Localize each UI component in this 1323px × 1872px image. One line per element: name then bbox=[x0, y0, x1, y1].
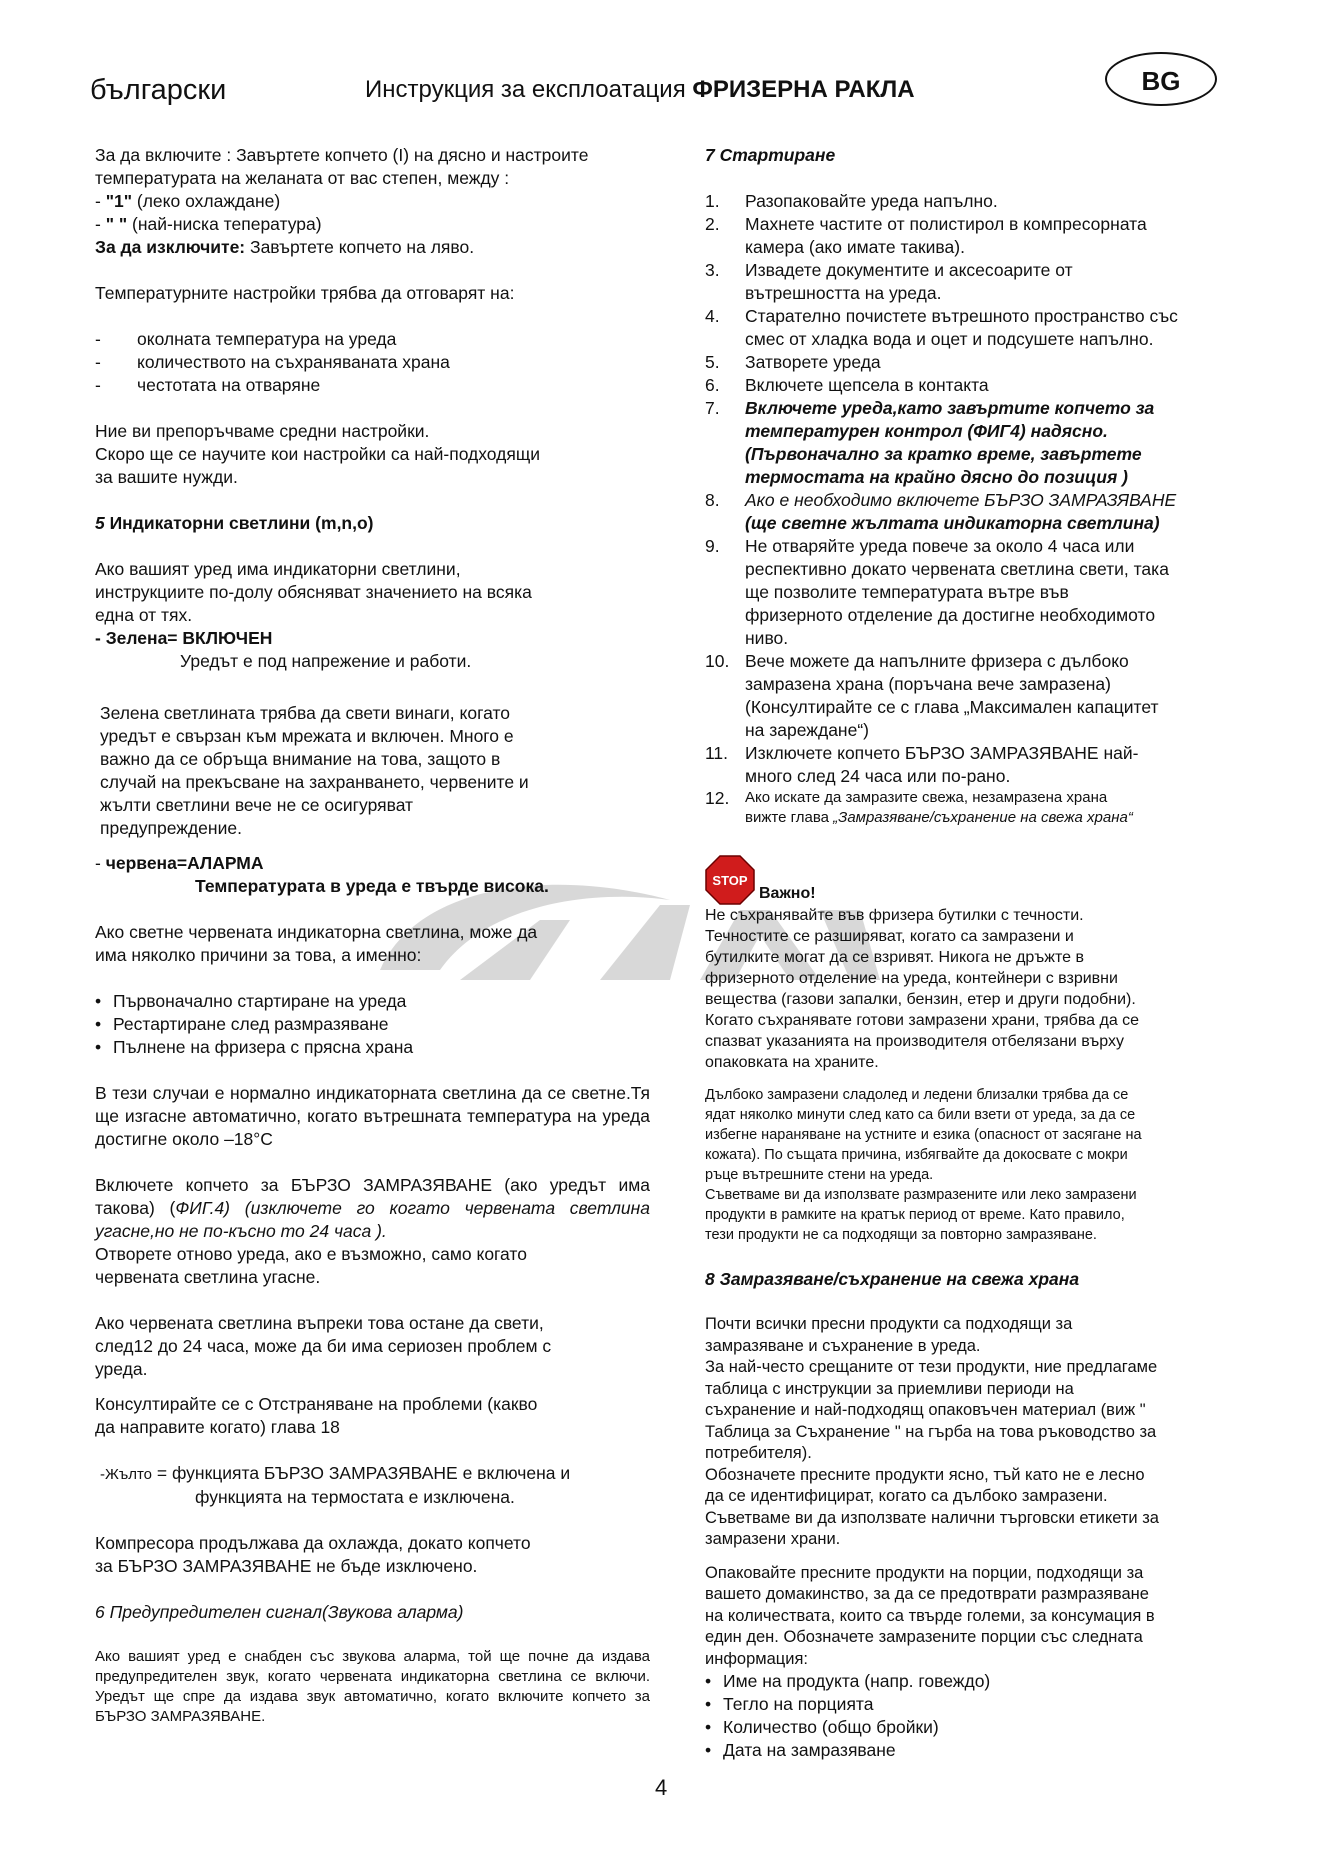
document-title bbox=[365, 76, 915, 104]
list-item: • Количество (общо бройки) bbox=[705, 1717, 939, 1737]
paragraph-line: Обозначете пресните продукти ясно, тъй като не е лесно bbox=[705, 1465, 1145, 1484]
paragraph-line: тези продукти не са подходящи за повторно замразяване. bbox=[705, 1227, 1097, 1243]
stop-sign-text: STOP bbox=[712, 873, 748, 888]
paragraph-line: кожата). По същата причина, избягвайте да докосвате с мокри bbox=[705, 1147, 1128, 1163]
step-number: 7. bbox=[705, 398, 720, 418]
step-number: 3. bbox=[705, 260, 720, 280]
chapter-reference: „Замразяване/съхранение на свежа храна“ bbox=[833, 809, 1133, 826]
normal-case-paragraph: В тези случаи е нормално индикаторната светлина да се светне.Тя ще изгасне автоматично, когато вътрешната температура на уреда достигне около –18°C bbox=[95, 1083, 650, 1149]
paragraph-line: избегне нараняване на устните и езика (опасност от засягане на bbox=[705, 1127, 1142, 1143]
step-line: Вече можете да напълните фризера с дълбоко bbox=[745, 651, 1129, 671]
intro-line-1: За да включите : Завъртете копчето (I) на дясно и настроите bbox=[95, 145, 589, 165]
paragraph-line: Почти всички пресни продукти са подходящи за bbox=[705, 1315, 1073, 1333]
fast-freeze-paragraph bbox=[95, 1174, 650, 1243]
paragraph-line: потребителя). bbox=[705, 1444, 812, 1462]
step-number: 5. bbox=[705, 352, 720, 372]
green-paragraph-line: важно да се обръща внимание на това, защото в bbox=[100, 749, 501, 769]
step-line: камера (ако имате такива). bbox=[745, 237, 965, 257]
section-6-heading: 6 Предупредителен сигнал(Звукова аларма) bbox=[95, 1602, 464, 1622]
yellow-light-line bbox=[95, 1462, 650, 1486]
paragraph-line: За най-често срещаните от тези продукти, ние предлагаме bbox=[705, 1358, 1158, 1376]
recommend-line-2: Скоро ще се научите кои настройки са най-подходящи bbox=[95, 444, 541, 464]
indicator-intro-3: една от тях. bbox=[95, 605, 193, 625]
intro-line-2: температурата на желаната от вас степен, между : bbox=[95, 168, 510, 188]
step-line: Старателно почистете вътрешното пространство със bbox=[745, 306, 1178, 326]
dash: - bbox=[95, 853, 106, 873]
persistent-red-line-3: уреда. bbox=[95, 1359, 148, 1379]
step-11 bbox=[705, 742, 1243, 788]
green-paragraph-line: жълти светлини вече не се осигуряват bbox=[100, 795, 414, 815]
list-item-text: Пълнене на фризера с прясна храна bbox=[113, 1037, 414, 1057]
step-line: термостата на крайно дясно до позиция ) bbox=[745, 467, 1128, 487]
step-number: 4. bbox=[705, 306, 720, 326]
green-paragraph-line: уредът е свързан към мрежата и включен. Много е bbox=[100, 726, 514, 746]
green-paragraph-line: предупреждение. bbox=[100, 818, 242, 838]
green-paragraph-line: случай на прекъсване на захранването, червените и bbox=[100, 772, 529, 792]
section-7-heading: 7 Стартиране bbox=[705, 145, 836, 165]
paragraph-line: вашето домакинство, за да се предотврати размразяване bbox=[705, 1585, 1149, 1603]
list-item: • Име на продукта (напр. говеждо) bbox=[705, 1671, 991, 1691]
consult-line-2: да направите когато) глава 18 bbox=[95, 1417, 340, 1437]
list-item-text: Количество (общо бройки) bbox=[723, 1717, 939, 1737]
list-item: - честотата на отваряне bbox=[95, 375, 321, 395]
step-2 bbox=[705, 213, 1243, 259]
warning-line: Когато съхранявате готови замразени храни, трябва да се bbox=[705, 1012, 1140, 1029]
step-number: 11. bbox=[705, 743, 729, 763]
list-item: - околната температура на уреда bbox=[95, 329, 397, 349]
warning-line: фризерното отделение на уреда, контейнери с взривни bbox=[705, 970, 1118, 987]
section-title: Индикаторни светлини (m,n,o) bbox=[104, 513, 374, 533]
section-number: 5 bbox=[95, 513, 105, 533]
option-value: "1" bbox=[105, 191, 133, 211]
list-item-text: количеството на съхраняваната храна bbox=[137, 352, 450, 372]
persistent-red-line-1: Ако червената светлина въпреки това остане да свети, bbox=[95, 1313, 544, 1333]
step-line: Включете уреда,като завъртите копчето за bbox=[745, 398, 1155, 418]
title-prefix: Инструкция за експлоатация bbox=[365, 76, 693, 103]
list-item-text: околната температура на уреда bbox=[137, 329, 397, 349]
alarm-paragraph: Ако вашият уред е снабден със звукова аларма, той ще почне да издава предупредителен звук, когато червената индикаторна светлина се включи. Уредът ще спре да издава звук автоматично, когато включите копчето за БЪРЗО ЗАМРАЗЯВАНЕ. bbox=[95, 1648, 650, 1725]
paragraph-line: замразяване и съхранение в уреда. bbox=[705, 1336, 981, 1355]
step-number: 2. bbox=[705, 214, 720, 234]
step-7 bbox=[705, 397, 1243, 489]
persistent-red-line-2: след12 до 24 часа, може да би има сериозен проблем с bbox=[95, 1336, 552, 1356]
paragraph-line: съхранение и най-подходящ опаковъчен материал (виж " bbox=[705, 1401, 1146, 1419]
warning-paragraph bbox=[705, 905, 1243, 1073]
header-language: български bbox=[90, 74, 227, 106]
list-item: • Тегло на порцията bbox=[705, 1694, 874, 1714]
step-8 bbox=[705, 489, 1243, 535]
reopen-line-1: Отворете отново уреда, ако е възможно, само когато bbox=[95, 1244, 527, 1264]
step-line bbox=[745, 808, 1133, 828]
step-line: (Консултирайте се с глава „Максимален капацитет bbox=[745, 697, 1159, 717]
step-line: фризерното отделение да достигне необходимото bbox=[745, 605, 1156, 625]
paragraph-line: замразени храни. bbox=[705, 1530, 841, 1548]
yellow-light-line-2: функцията на термостата е изключена. bbox=[195, 1487, 515, 1507]
step-9 bbox=[705, 535, 1243, 650]
option-desc: (леко охлаждане) bbox=[132, 191, 281, 211]
indicator-intro-1: Ако вашият уред има индикаторни светлини, bbox=[95, 559, 461, 579]
title-product: ФРИЗЕРНА РАКЛА bbox=[692, 76, 915, 103]
paragraph-line: да се идентифицират, когато са дълбоко замразени. bbox=[705, 1487, 1108, 1505]
step-line: ниво. bbox=[745, 628, 789, 648]
list-item-text: Тегло на порцията bbox=[723, 1694, 874, 1714]
red-light-label: червена=АЛАРМА bbox=[105, 853, 264, 873]
page-number: 4 bbox=[655, 1775, 668, 1800]
indicator-intro-2: инструкциите по-долу обясняват значението на всяка bbox=[95, 582, 532, 602]
warning-line: опаковката на храните. bbox=[705, 1054, 879, 1071]
ice-cream-paragraph bbox=[705, 1085, 1243, 1245]
country-badge: BG bbox=[1105, 52, 1217, 106]
step-6 bbox=[705, 374, 1243, 397]
step-line: Ако е необходимо включете БЪРЗО ЗАМРАЗЯВАНЕ bbox=[745, 490, 1177, 510]
list-item: - количеството на съхраняваната храна bbox=[95, 352, 450, 372]
paragraph-line: Опаковайте пресните продукти на порции, подходящи за bbox=[705, 1563, 1144, 1582]
compressor-line-2: за БЪРЗО ЗАМРАЗЯВАНЕ не бъде изключено. bbox=[95, 1556, 478, 1576]
yellow-light-label: -Жълто bbox=[100, 1466, 153, 1483]
step-line: Ако искате да замразите свежа, незамразена храна bbox=[745, 789, 1108, 806]
paragraph-line: един ден. Обозначете замразените порции със следната bbox=[705, 1628, 1143, 1646]
compressor-line-1: Компресора продължава да охлажда, докато копчето bbox=[95, 1533, 531, 1553]
important-label: Важно! bbox=[759, 885, 816, 902]
red-causes-intro-1: Ако светне червената индикаторна светлина, може да bbox=[95, 922, 538, 942]
packaging-paragraph bbox=[705, 1563, 1243, 1671]
right-column bbox=[705, 144, 1243, 1762]
warning-line: спазват указанията на производителя отбелязани върху bbox=[705, 1033, 1124, 1050]
step-line: много след 24 часа или по-рано. bbox=[745, 766, 1011, 786]
fast-freeze-note: ФИГ.4) (изключете го когато червената светлина угасне,но не по-късно то 24 часа ). bbox=[95, 1198, 650, 1241]
list-item-text: Име на продукта (напр. говеждо) bbox=[723, 1671, 991, 1691]
switch-off-label: За да изключите: bbox=[95, 237, 246, 257]
left-column bbox=[95, 144, 650, 1727]
section-5-heading bbox=[95, 512, 650, 535]
list-item-text: Рестартиране след размразяване bbox=[113, 1014, 389, 1034]
step-line: Изключете копчето БЪРЗО ЗАМРАЗЯВАНЕ най- bbox=[745, 743, 1139, 763]
warning-line: Течностите се разширяват, когато са замразени и bbox=[705, 928, 1074, 945]
fresh-food-paragraph bbox=[705, 1314, 1243, 1551]
green-light-desc: Уредът е под напрежение и работи. bbox=[180, 651, 472, 671]
list-item: • Пълнене на фризера с прясна храна bbox=[95, 1037, 414, 1057]
step-line: Не отваряйте уреда повече за около 4 часа или bbox=[745, 536, 1135, 556]
step-number: 6. bbox=[705, 375, 720, 395]
red-light-desc: Температурата в уреда е твърде висока. bbox=[195, 876, 549, 896]
list-item-text: Дата на замразяване bbox=[723, 1740, 896, 1760]
step-line: Включете щепсела в контакта bbox=[745, 375, 989, 395]
paragraph-line: Таблица за Съхранение " на гърба на това ръководство за bbox=[705, 1422, 1157, 1441]
step-number: 1. bbox=[705, 191, 720, 211]
warning-line: бутилките могат да се взривят. Никога не дръжте в bbox=[705, 949, 1084, 966]
step-number: 12. bbox=[705, 788, 730, 808]
step-line: вътрешността на уреда. bbox=[745, 283, 942, 303]
step-line: (Първоначално за кратко време, завъртете bbox=[745, 444, 1142, 464]
step-line: респективно докато червената светлина свети, така bbox=[745, 559, 1169, 579]
switch-off-instruction bbox=[95, 236, 650, 259]
step-4 bbox=[705, 305, 1243, 351]
warning-line: вещества (газови запалки, бензин, етер и други подобни). bbox=[705, 991, 1136, 1008]
dash: - bbox=[95, 214, 106, 234]
step-number: 10. bbox=[705, 651, 730, 671]
paragraph-line: ръце вътрешните стени на уреда. bbox=[705, 1167, 934, 1183]
option-value: " " bbox=[105, 214, 128, 234]
paragraph-line: на количествата, които са твърде големи, за консумация в bbox=[705, 1606, 1155, 1625]
recommend-line-3: за вашите нужди. bbox=[95, 467, 238, 487]
paragraph-line: таблица с инструкции за приемливи периоди на bbox=[705, 1379, 1074, 1398]
list-item: • Дата на замразяване bbox=[705, 1740, 896, 1760]
step-1 bbox=[705, 190, 1243, 213]
step-3 bbox=[705, 259, 1243, 305]
option-light-cooling bbox=[95, 190, 650, 213]
step-line: на зареждане“) bbox=[745, 720, 869, 740]
important-warning-header bbox=[705, 855, 1243, 905]
paragraph-line: Дълбоко замразени сладолед и ледени близалки трябва да се bbox=[705, 1087, 1129, 1103]
option-desc: (най-ниска тепература) bbox=[127, 214, 322, 234]
step-5 bbox=[705, 351, 1243, 374]
green-light-title: - Зелена= ВКЛЮЧЕН bbox=[95, 628, 273, 648]
warning-line: Не съхранявайте във фризера бутилки с течности. bbox=[705, 907, 1084, 924]
fast-freeze-text: Включете копчето за БЪРЗО ЗАМРАЗЯВАНЕ (ако уредът има такова) ( bbox=[95, 1175, 650, 1218]
step-12 bbox=[705, 788, 1243, 828]
step-line: смес от хладка вода и оцет и подсушете напълно. bbox=[745, 329, 1154, 349]
red-light-title bbox=[95, 852, 650, 875]
step-number: 9. bbox=[705, 536, 720, 556]
step-text: вижте глава bbox=[745, 809, 834, 826]
red-causes-intro-2: има няколко причини за това, а именно: bbox=[95, 945, 422, 965]
temp-settings-intro: Температурните настройки трябва да отговарят на: bbox=[95, 283, 515, 303]
option-lowest-temp bbox=[95, 213, 650, 236]
dash: - bbox=[95, 191, 106, 211]
step-number: 8. bbox=[705, 490, 720, 510]
step-10 bbox=[705, 650, 1243, 742]
consult-line-1: Консултирайте се с Отстраняване на проблеми (какво bbox=[95, 1394, 538, 1414]
step-line: Извадете документите и аксесоарите от bbox=[745, 260, 1073, 280]
reopen-line-2: червената светлина угасне. bbox=[95, 1267, 321, 1287]
recommend-line-1: Ние ви препоръчваме средни настройки. bbox=[95, 421, 430, 441]
step-line: замразена храна (поръчана вече замразена) bbox=[745, 674, 1111, 694]
step-line: Махнете частите от полистирол в компресорната bbox=[745, 214, 1147, 234]
list-item-text: честотата на отваряне bbox=[137, 375, 321, 395]
step-line: Затворете уреда bbox=[745, 352, 881, 372]
paragraph-line: Съветваме ви да използвате размразените или леко замразени bbox=[705, 1187, 1137, 1203]
list-item-text: Първоначално стартиране на уреда bbox=[113, 991, 407, 1011]
green-paragraph-line: Зелена светлината трябва да свети винаги, когато bbox=[100, 703, 511, 723]
step-line: (ще светне жълтата индикаторна светлина) bbox=[745, 513, 1160, 533]
startup-steps bbox=[705, 190, 1243, 397]
list-item: • Първоначално стартиране на уреда bbox=[95, 991, 407, 1011]
paragraph-line: Съветваме ви да използвате налични търговски етикети за bbox=[705, 1508, 1159, 1527]
stop-sign-icon bbox=[705, 855, 755, 905]
paragraph-line: информация: bbox=[705, 1649, 808, 1668]
step-line: ще позволите температурата вътре във bbox=[745, 582, 1069, 602]
step-line: температурен контрол (ФИГ4) надясно. bbox=[745, 421, 1108, 441]
switch-off-text: Завъртете копчето на ляво. bbox=[245, 237, 475, 257]
list-item: • Рестартиране след размразяване bbox=[95, 1014, 389, 1034]
paragraph-line: ядат няколко минути след като са били взети от уреда, за да се bbox=[705, 1107, 1136, 1123]
section-8-heading: 8 Замразяване/съхранение на свежа храна bbox=[705, 1269, 1080, 1289]
paragraph-line: продукти в рамките на кратък период от време. Като правило, bbox=[705, 1207, 1125, 1223]
step-line: Разопаковайте уреда напълно. bbox=[745, 191, 998, 211]
yellow-light-text: = функцията БЪРЗО ЗАМРАЗЯВАНЕ е включена и bbox=[152, 1463, 571, 1483]
